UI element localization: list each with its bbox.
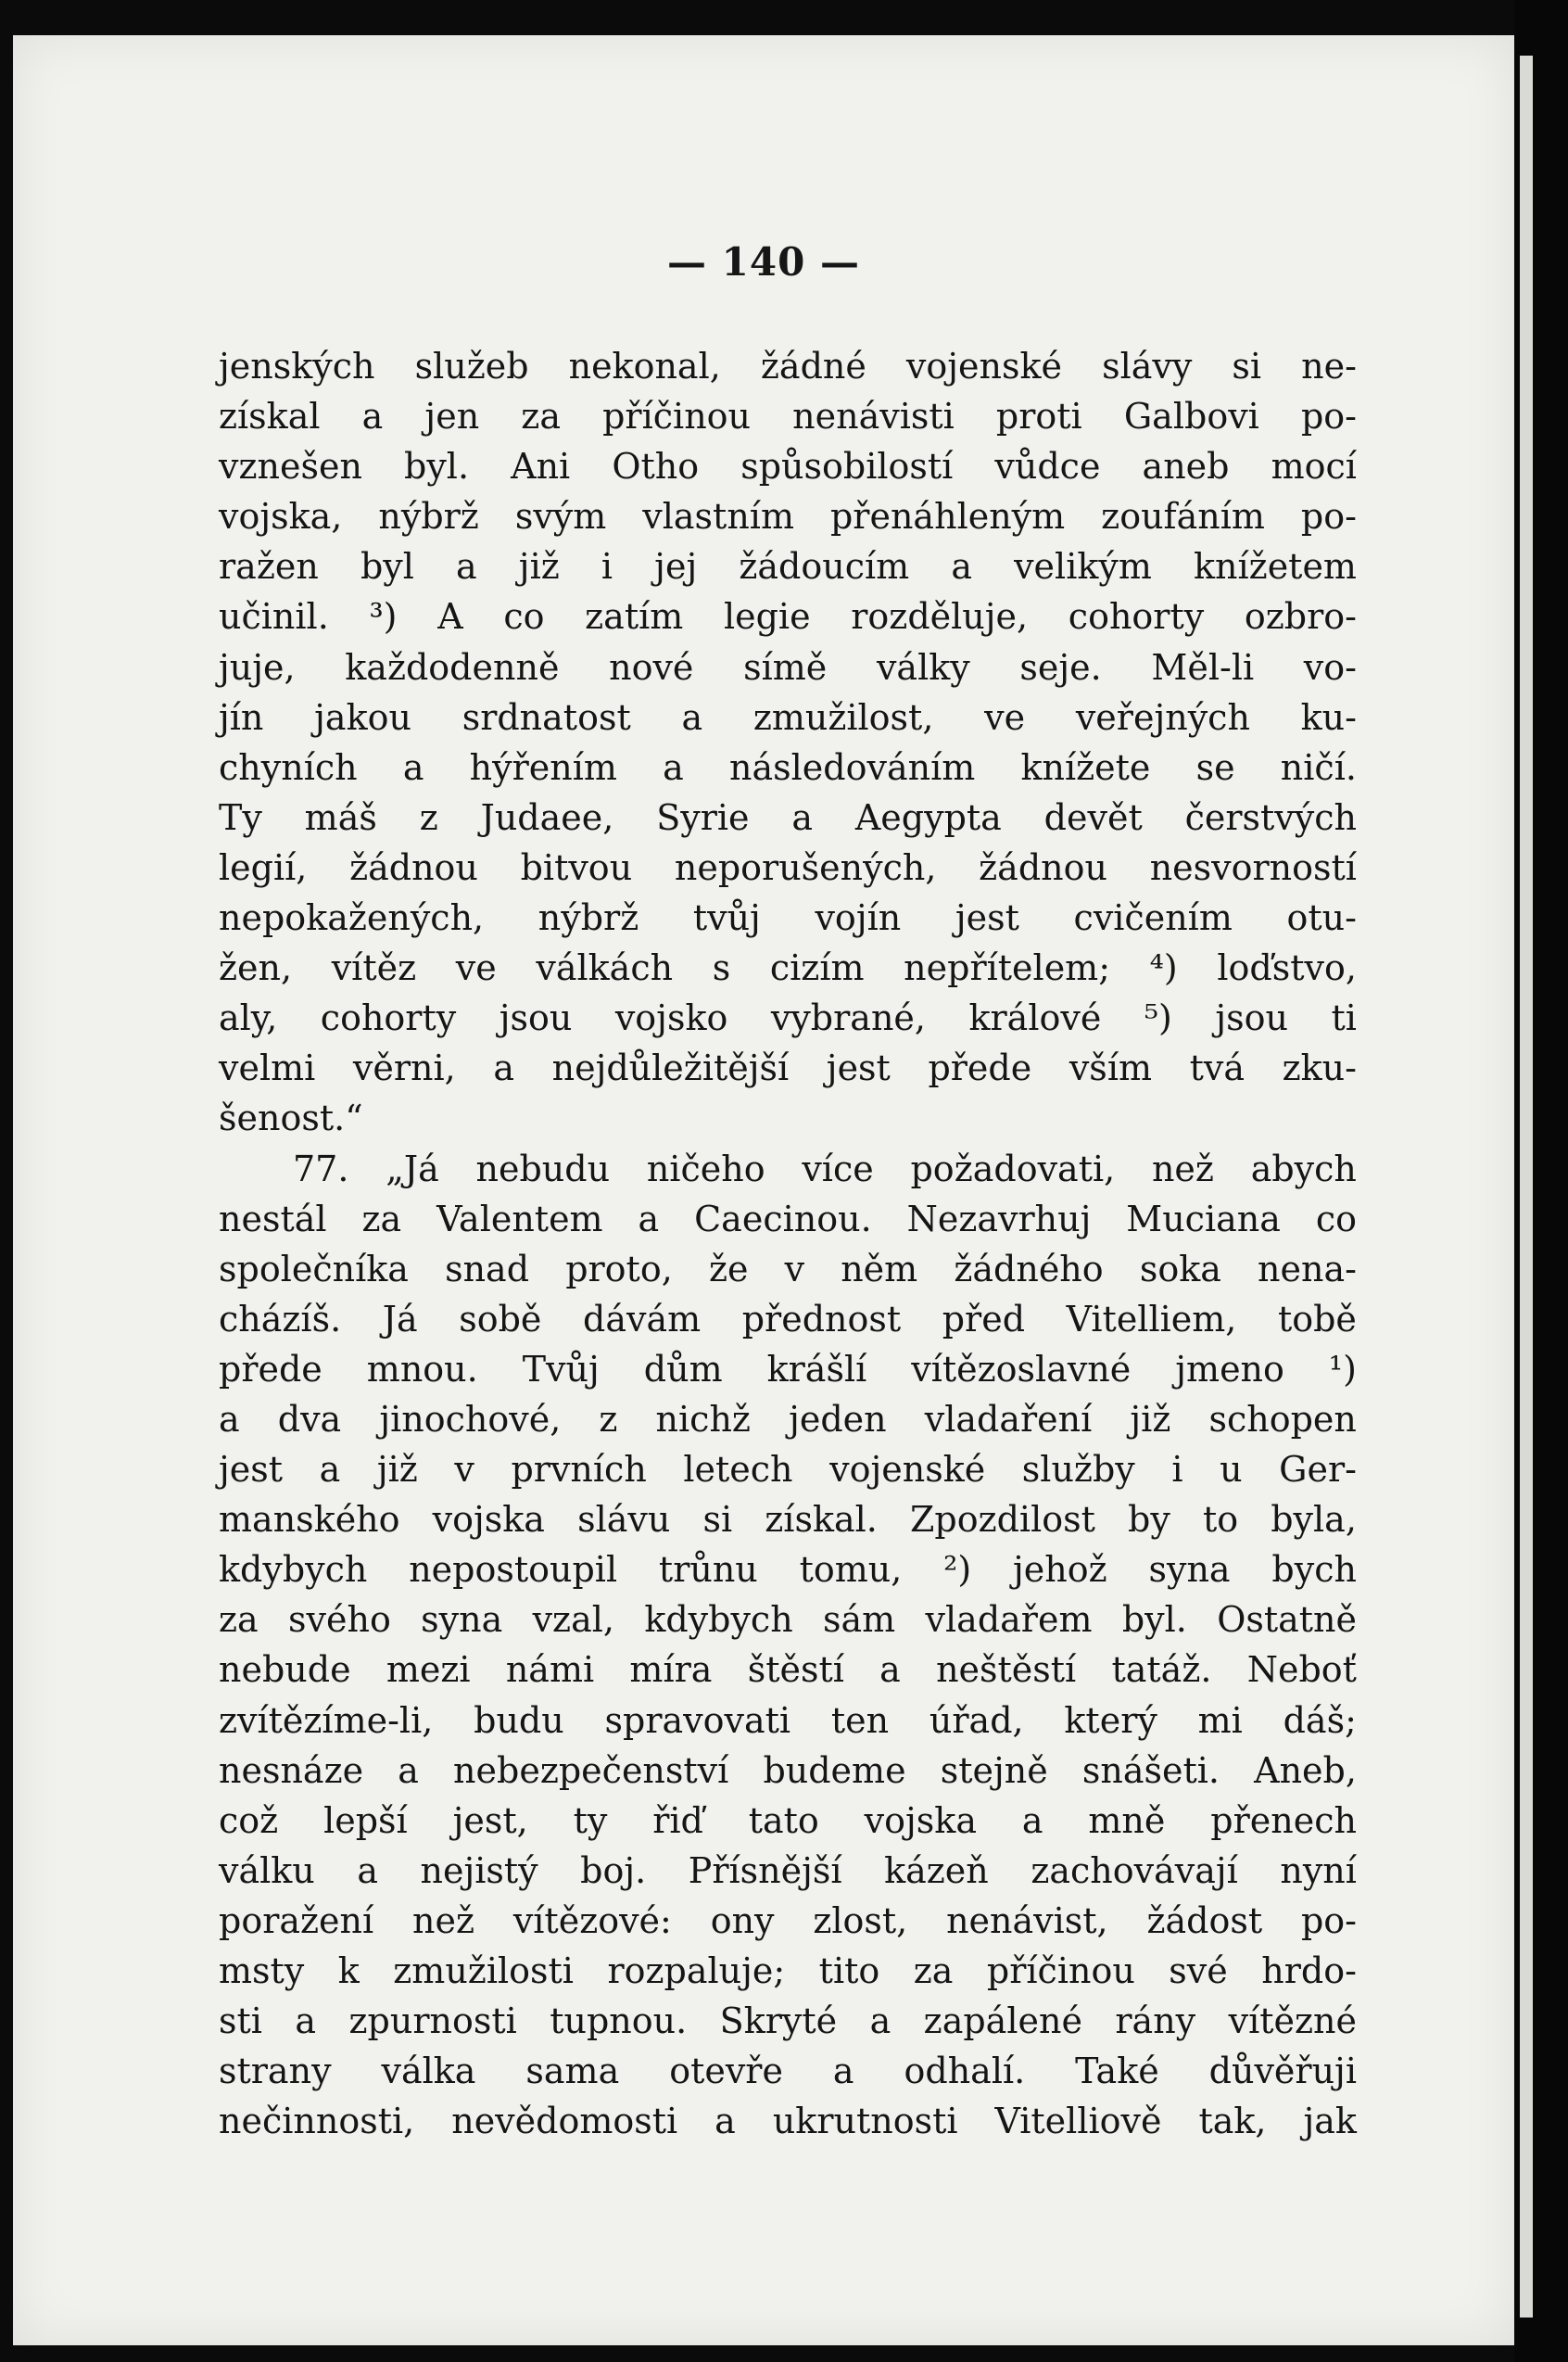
- text-line: vojska, nýbrž svým vlastním přenáhleným zoufáním po-: [219, 496, 1357, 538]
- text-line: a dva jinochové, z nichž jeden vladaření již schopen: [219, 1398, 1357, 1440]
- text-line: velmi věrni, a nejdůležitější jest přede vším tvá zku-: [219, 1048, 1357, 1089]
- text-line: učinil. ³) A co zatím legie rozděluje, cohorty ozbro-: [219, 596, 1357, 638]
- scan-border-right: [1514, 0, 1568, 2362]
- text-line: přede mnou. Tvůj dům krášlí vítězoslavné jmeno ¹): [219, 1348, 1357, 1390]
- text-line: žen, vítěz ve válkách s cizím nepřítelem; ⁴) loďstvo,: [219, 947, 1357, 989]
- section-start-line: 77. „Já nebudu ničeho více požadovati, než abych: [293, 1148, 1357, 1189]
- book-page: [13, 35, 1514, 2345]
- text-line: společníka snad proto, že v něm žádného soka nena-: [219, 1248, 1357, 1289]
- text-line: nebude mezi námi míra štěstí a neštěstí tatáž. Neboť: [219, 1649, 1357, 1691]
- adjacent-page-edge: [1520, 56, 1533, 2318]
- text-line: legií, žádnou bitvou neporušených, žádnou nesvorností: [219, 846, 1357, 888]
- text-line: poražení než vítězové: ony zlost, nenávist, žádost po-: [219, 1899, 1357, 1941]
- text-line: manského vojska slávu si získal. Zpozdilost by to byla,: [219, 1499, 1357, 1541]
- text-line: Ty máš z Judaee, Syrie a Aegypta devět čerstvých: [219, 796, 1357, 838]
- text-line: ražen byl a již i jej žádoucím a velikým knížetem: [219, 546, 1357, 588]
- text-line: strany válka sama otevře a odhalí. Také důvěřuji: [219, 2051, 1357, 2092]
- text-line: nesnáze a nebezpečenství budeme stejně snášeti. Aneb,: [219, 1749, 1357, 1791]
- text-line: jenských služeb nekonal, žádné vojenské slávy si ne-: [219, 346, 1357, 387]
- text-line: jest a již v prvních letech vojenské služby i u Ger-: [219, 1449, 1357, 1491]
- text-line: cházíš. Já sobě dávám přednost před Vitelliem, tobě: [219, 1298, 1357, 1340]
- text-line: zvítězíme-li, budu spravovati ten úřad, který mi dáš;: [219, 1699, 1357, 1741]
- text-line: msty k zmužilosti rozpaluje; tito za příčinou své hrdo-: [219, 1950, 1357, 1991]
- text-line: jín jakou srdnatost a zmužilost, ve veřejných ku-: [219, 696, 1357, 738]
- text-line: kdybych nepostoupil trůnu tomu, ²) jehož syna bych: [219, 1549, 1357, 1591]
- text-line: což lepší jest, ty řiď tato vojska a mně přenech: [219, 1799, 1357, 1841]
- text-line: nepokažených, nýbrž tvůj vojín jest cvičením otu-: [219, 897, 1357, 939]
- text-line: vznešen byl. Ani Otho spůsobilostí vůdce aneb mocí: [219, 446, 1357, 488]
- text-line: nestál za Valentem a Caecinou. Nezavrhuj Muciana co: [219, 1198, 1357, 1239]
- text-line: získal a jen za příčinou nenávisti proti Galbovi po-: [219, 396, 1357, 438]
- text-line: šenost.“: [219, 1098, 363, 1139]
- text-line: juje, každodenně nové símě války seje. Měl-li vo-: [219, 646, 1357, 688]
- text-line: za svého syna vzal, kdybych sám vladařem byl. Ostatně: [219, 1599, 1357, 1641]
- text-line: aly, cohorty jsou vojsko vybrané, králové ⁵) jsou ti: [219, 997, 1357, 1039]
- body-text: [219, 341, 1357, 2146]
- text-line: válku a nejistý boj. Přísnější kázeň zachovávají nyní: [219, 1849, 1357, 1891]
- text-line: chyních a hýřením a následováním knížete se ničí.: [219, 746, 1357, 788]
- page-number: — 140 —: [667, 239, 860, 285]
- text-line: sti a zpurnosti tupnou. Skryté a zapálené rány vítězné: [219, 2000, 1357, 2042]
- text-line: nečinnosti, nevědomosti a ukrutnosti Vitelliově tak, jak: [219, 2101, 1357, 2142]
